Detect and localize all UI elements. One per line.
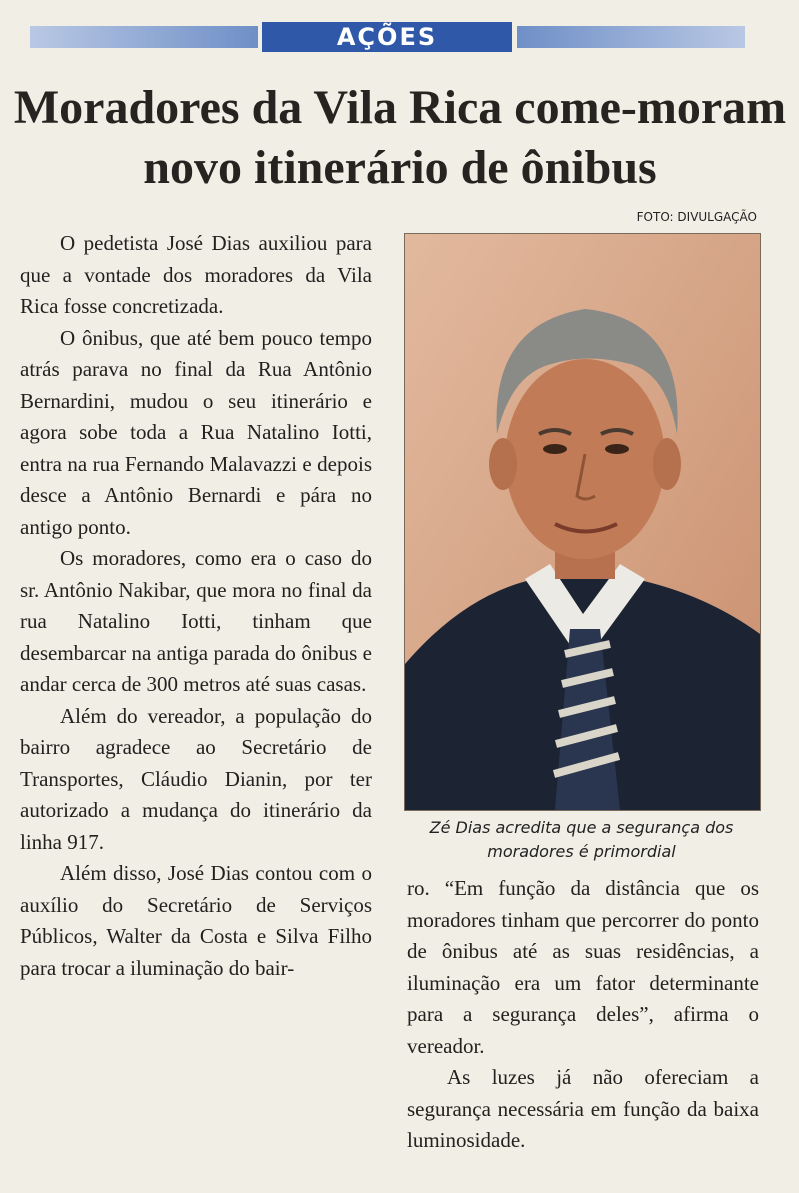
section-bar-left — [30, 26, 258, 48]
portrait-photo — [404, 233, 761, 811]
portrait-illustration — [405, 234, 760, 810]
article-paragraph: O ônibus, que até bem pouco tempo atrás parava no final da Rua Antônio Bernardini, mudou o seu itinerário e agora sobe toda a Rua Natalino Iotti, entra na rua Fernando Malavazzi e depois desce a Antônio Bernardi e pára no antigo ponto. — [20, 325, 372, 539]
section-tag: AÇÕES — [262, 22, 512, 52]
article-paragraph: ro. “Em função da distância que os moradores tinham que percorrer do ponto de ônibus até as suas residências, a iluminação era um fator determinante para a segurança deles”, afirma o vereador. — [407, 876, 759, 1058]
article-paragraph: Os moradores, como era o caso do sr. Antônio Nakibar, que mora no final da rua Natalino Iotti, tinham que desembarcar na antiga parada do ônibus e andar cerca de 300 metros até suas casas. — [20, 546, 372, 696]
section-bar-right — [517, 26, 745, 48]
article-paragraph: Além disso, José Dias contou com o auxílio do Secretário de Serviços Públicos, Walter da Costa e Silva Filho para trocar a iluminação do bair- — [20, 861, 372, 980]
headline: Moradores da Vila Rica come-moram novo itinerário de ônibus — [13, 81, 787, 194]
photo-caption: Zé Dias acredita que a segurança dos moradores é primordial — [429, 818, 734, 861]
article-paragraph: As luzes já não ofereciam a segurança necessária em função da baixa luminosidade. — [407, 1065, 759, 1152]
section-header — [30, 22, 745, 52]
article-column-right — [407, 873, 759, 1157]
photo-credit: FOTO: DIVULGAÇÃO — [636, 210, 757, 224]
article-paragraph: O pedetista José Dias auxiliou para que a vontade dos moradores da Vila Rica fosse concretizada. — [20, 231, 372, 318]
article-paragraph: Além do vereador, a população do bairro agradece ao Secretário de Transportes, Cláudio Dianin, por ter autorizado a mudança do itinerário da linha 917. — [20, 703, 372, 854]
article-column-left — [20, 228, 372, 984]
